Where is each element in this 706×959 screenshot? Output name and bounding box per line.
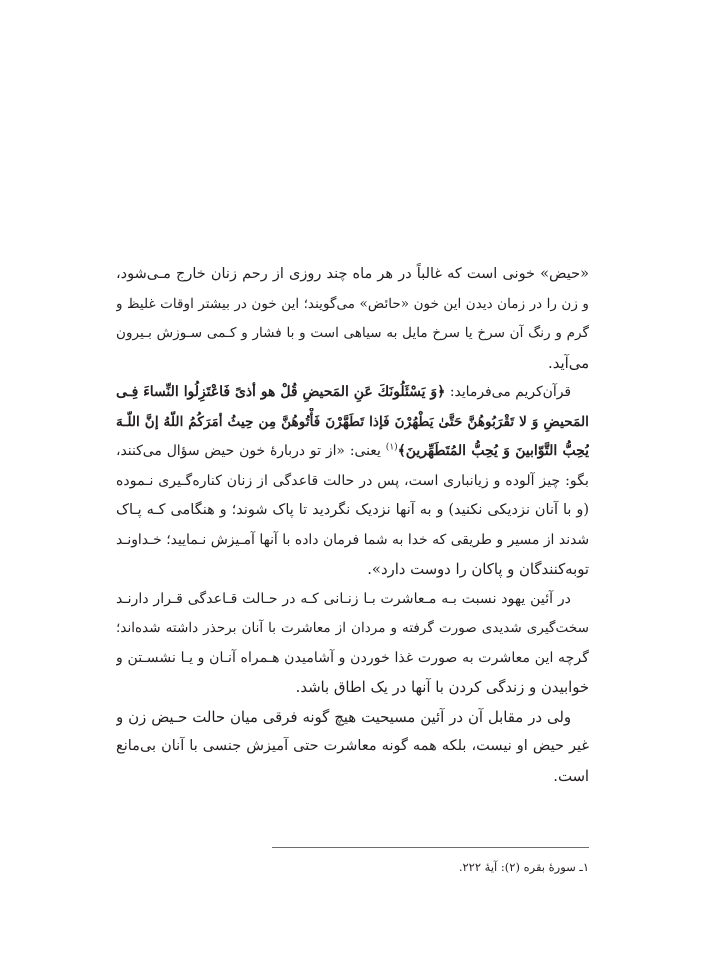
text-line: است. bbox=[553, 767, 589, 785]
text-line: گرم و رنگ آن سرخ یا سرخ مایل به سیاهی است و با فشار و کـمی سـوزش بـیرون bbox=[116, 325, 589, 341]
quran-verse: یُحِبُّ التَّوّابینَ وَ یُحِبُّ المُتَطَهِّرینَ﴾ bbox=[397, 443, 589, 459]
paragraph-3 bbox=[116, 585, 589, 703]
paragraph-2 bbox=[116, 378, 589, 585]
text-line: در آئین یهود نسبت بـه مـعاشرت بـا زنـانی کـه در حـالت قـاعدگی قـرار دارنـد bbox=[116, 590, 571, 607]
paragraph-4 bbox=[116, 703, 589, 792]
text-line: گرچه این معاشرت به صورت غذا خوردن و آشامیدن هـمراه آنـان و یـا نشسـتن و bbox=[116, 649, 589, 666]
text-line: سخت‌گیری شدیدی صورت گرفته و مردان از معاشرت با آنان برحذر داشته شده‌اند؛ bbox=[116, 620, 589, 636]
text-line: و زن را در زمان دیدن این خون «حائض» می‌گویند؛ این خون در بیشتر اوقات غلیظ و bbox=[116, 295, 589, 312]
quran-verse: ﴿وَ یَسْئَلُونَكَ عَنِ المَحیضِ قُلْ هو أذیً فَاعْتَزِلُوا النِّساءَ فِـی bbox=[116, 384, 446, 400]
text-line: می‌آید. bbox=[548, 354, 589, 372]
text-line: بگو: چیز آلوده و زیانباری است، پس در حالت قاعدگی از زنان کناره‌گـیری نـموده bbox=[116, 472, 589, 489]
translation-text: یعنی: «از تو دربارهٔ خون حیض سؤال می‌کنند، bbox=[116, 443, 386, 459]
text-line: غیر حیض او نیست، بلکه همه گونه معاشرت حتی آمیزش جنسی با آنان بی‌مانع bbox=[116, 738, 589, 754]
paragraph-1 bbox=[116, 260, 589, 378]
quran-verse: المَحیضِ وَ لا تَقْرَبُوهُنَّ حَتَّیٰ یَطْهُرْنَ فَإذا تَطَهَّرْنَ فَأْتُوهُنَّ مِن حِیثُ أمَرَکُمُ اللّهُ إنَّ اللّـهَ bbox=[116, 413, 589, 430]
page-body bbox=[116, 260, 589, 791]
text-line bbox=[116, 378, 589, 408]
text-line: «حیض» خونی است که غالباً در هر ماه چند روزی از رحم زنان خارج مـی‌شود، bbox=[116, 266, 589, 282]
text-line: ولی در مقابل آن در آئین مسیحیت هیچ گونه فرقی میان حالت حـیض زن و bbox=[116, 708, 571, 726]
text-line: (و با آنان نزدیکی نکنید) و به آنها نزدیک نگردید تا پاک شوند؛ و هنگامی کـه پـاک bbox=[116, 502, 589, 518]
footnote-divider bbox=[272, 847, 589, 848]
footnote: ۱ـ سورهٔ بقره (۲): آیهٔ ۲۲۲. bbox=[458, 860, 589, 874]
text-line bbox=[116, 437, 589, 467]
text-line: خوابیدن و زندگی کردن با آنها در یک اطاق باشد. bbox=[295, 679, 589, 696]
text-line: توبه‌کنندگان و پاکان را دوست دارد». bbox=[367, 561, 589, 578]
verse-intro: قرآن‌کریم می‌فرماید: bbox=[445, 384, 571, 400]
footnote-marker[interactable]: (۱) bbox=[385, 442, 398, 453]
text-line: شدند از مسیر و طریقی که خدا به شما فرمان داده با آنها آمـیزش نـمایید؛ خـداونـد bbox=[116, 531, 589, 548]
